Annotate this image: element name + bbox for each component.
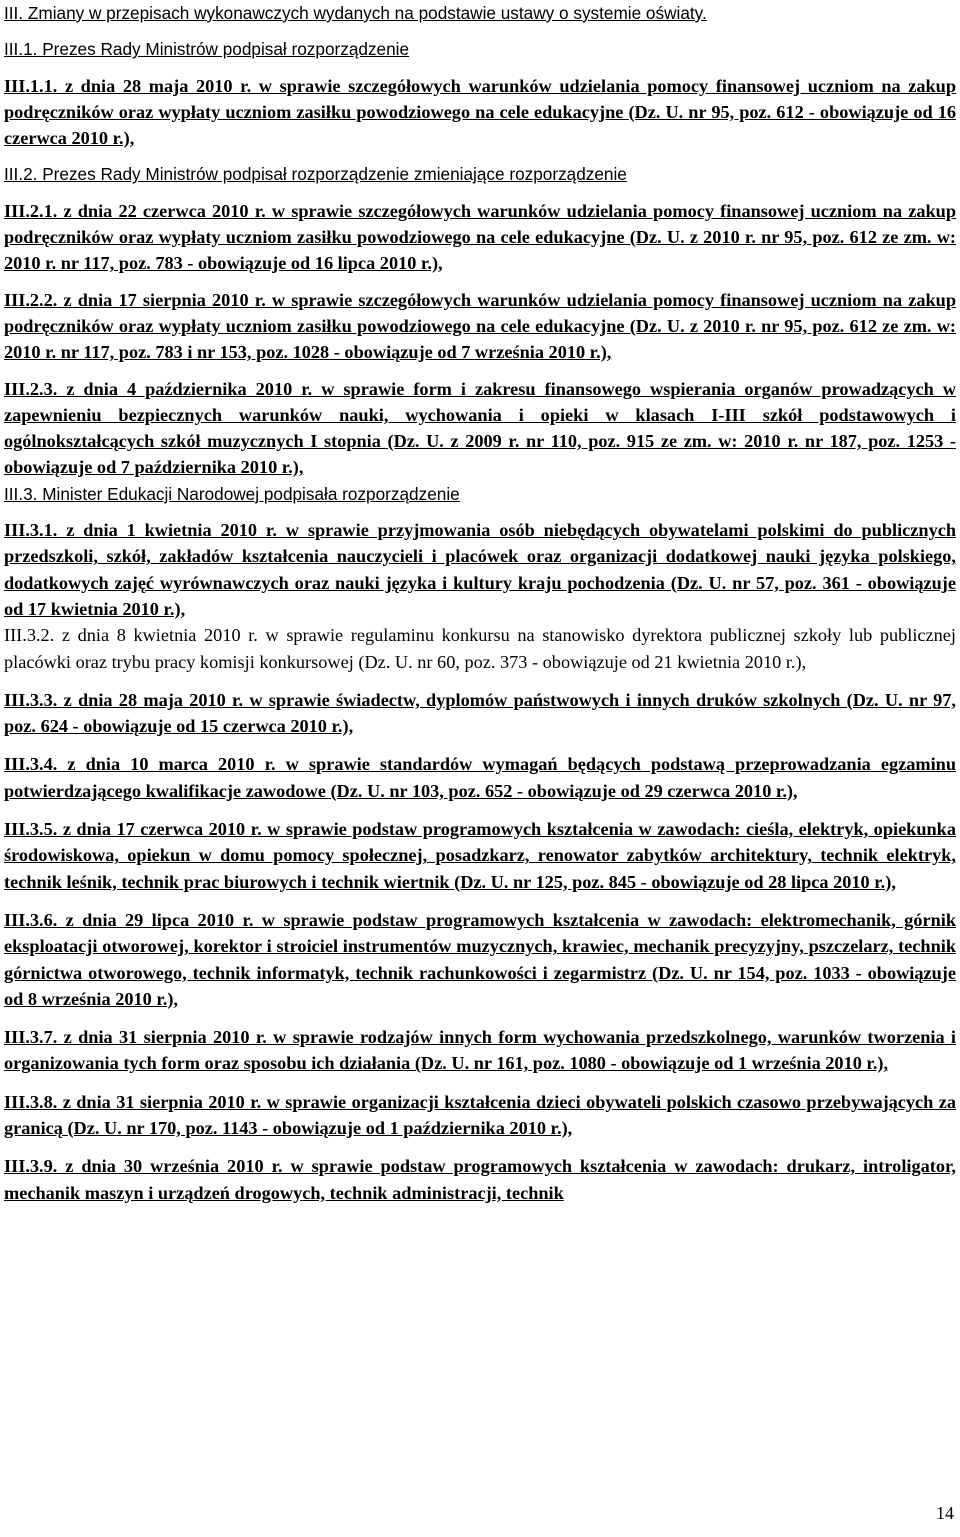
- entry-iii-3-5: III.3.5. z dnia 17 czerwca 2010 r. w sprawie podstaw programowych kształcenia w zawodach: cieśla, elektryk, opiekunka środowiskowa, opiekun w domu pomocy społecznej, posadzkarz, renowator zabytków architektury, technik elektryk, technik leśnik, technik prac biurowych i technik wiertnik (Dz. U. nr 125, poz. 845 - obowiązuje od 28 lipca 2010 r.),: [4, 819, 956, 892]
- entry-iii-3-3: III.3.3. z dnia 28 maja 2010 r. w sprawie świadectw, dyplomów państwowych i innych druków szkolnych (Dz. U. nr 97, poz. 624 - obowiązuje od 15 czerwca 2010 r.),: [4, 689, 956, 737]
- entry-iii-3-1: III.3.1. z dnia 1 kwietnia 2010 r. w sprawie przyjmowania osób niebędących obywatelami polskimi do publicznych przedszkoli, szkół, zakładów kształcenia nauczycieli i placówek oraz organizacji dodatkowej nauki języka polskiego, dodatkowych zajęć wyrównawczych oraz nauki języka i kultury kraju pochodzenia (Dz. U. nr 57, poz. 361 - obowiązuje od 17 kwietnia 2010 r.),: [4, 520, 956, 619]
- entry-iii-1-1: III.1.1. z dnia 28 maja 2010 r. w sprawie szczegółowych warunków udzielania pomocy finansowej uczniom na zakup podręczników oraz wypłaty uczniom zasiłku powodziowego na cele edukacyjne (Dz. U. nr 95, poz. 612 - obowiązuje od 16 czerwca 2010 r.),: [4, 75, 956, 149]
- heading-minister-of-education: III.3. Minister Edukacji Narodowej podpisała rozporządzenie: [4, 483, 460, 504]
- document-page: [4, 0, 956, 1206]
- heading-prime-minister-amending: III.2. Prezes Rady Ministrów podpisał rozporządzenie zmieniające rozporządzenie: [4, 164, 627, 185]
- entry-iii-3-9: III.3.9. z dnia 30 września 2010 r. w sprawie podstaw programowych kształcenia w zawodach: drukarz, introligator, mechanik maszyn i urządzeń drogowych, technik administracji, technik: [4, 1156, 956, 1203]
- entry-iii-3-6: III.3.6. z dnia 29 lipca 2010 r. w sprawie podstaw programowych kształcenia w zawodach: elektromechanik, górnik eksploatacji otworowej, korektor i stroiciel instrumentów muzycznych, krawiec, mechanik precyzyjny, pszczelarz, technik górnictwa otworowego, technik informatyk, technik rachunkowości i zegarmistrz (Dz. U. nr 154, poz. 1033 - obowiązuje od 8 września 2010 r.),: [4, 909, 956, 1009]
- entry-iii-3-7: III.3.7. z dnia 31 sierpnia 2010 r. w sprawie rodzajów innych form wychowania przedszkolnego, warunków tworzenia i organizowania tych form oraz sposobu ich działania (Dz. U. nr 161, poz. 1080 - obowiązuje od 1 września 2010 r.),: [4, 1027, 956, 1074]
- entry-iii-3-8: III.3.8. z dnia 31 sierpnia 2010 r. w sprawie organizacji kształcenia dzieci obywateli polskich czasowo przebywających za granicą (Dz. U. nr 170, poz. 1143 - obowiązuje od 1 października 2010 r.),: [4, 1091, 956, 1138]
- entry-iii-2-1: III.2.1. z dnia 22 czerwca 2010 r. w sprawie szczegółowych warunków udzielania pomocy finansowej uczniom na zakup podręczników oraz wypłaty uczniom zasiłku powodziowego na cele edukacyjne (Dz. U. z 2010 r. nr 95, poz. 612 ze zm. w: 2010 r. nr 117, poz. 783 - obowiązuje od 16 lipca 2010 r.),: [4, 200, 956, 274]
- entry-iii-3-2: III.3.2. z dnia 8 kwietnia 2010 r. w sprawie regulaminu konkursu na stanowisko dyrektora publicznej szkoły lub publicznej placówki oraz trybu pracy komisji konkursowej (Dz. U. nr 60, poz. 373 - obowiązuje od 21 kwietnia 2010 r.),: [4, 625, 956, 672]
- entry-iii-2-2: III.2.2. z dnia 17 sierpnia 2010 r. w sprawie szczegółowych warunków udzielania pomocy finansowej uczniom na zakup podręczników oraz wypłaty uczniom zasiłku powodziowego na cele edukacyjne (Dz. U. z 2010 r. nr 95, poz. 612 ze zm. w: 2010 r. nr 117, poz. 783 i nr 153, poz. 1028 - obowiązuje od 7 września 2010 r.),: [4, 289, 956, 363]
- entry-iii-3-4: III.3.4. z dnia 10 marca 2010 r. w sprawie standardów wymagań będących podstawą przeprowadzania egzaminu potwierdzającego kwalifikacje zawodowe (Dz. U. nr 103, poz. 652 - obowiązuje od 29 czerwca 2010 r.),: [4, 754, 956, 801]
- section-title: III. Zmiany w przepisach wykonawczych wydanych na podstawie ustawy o systemie oświaty.: [4, 3, 707, 23]
- entry-iii-2-3: III.2.3. z dnia 4 października 2010 r. w sprawie form i zakresu finansowego wspierania organów prowadzących w zapewnieniu bezpiecznych warunków nauki, wychowania i opieki w klasach I-III szkół podstawowych i ogólnokształcących szkół muzycznych I stopnia (Dz. U. z 2009 r. nr 110, poz. 915 ze zm. w: 2010 r. nr 187, poz. 1253 - obowiązuje od 7 października 2010 r.),: [4, 378, 956, 478]
- page-number: 14: [936, 1503, 954, 1523]
- heading-prime-minister: III.1. Prezes Rady Ministrów podpisał rozporządzenie: [4, 39, 410, 60]
